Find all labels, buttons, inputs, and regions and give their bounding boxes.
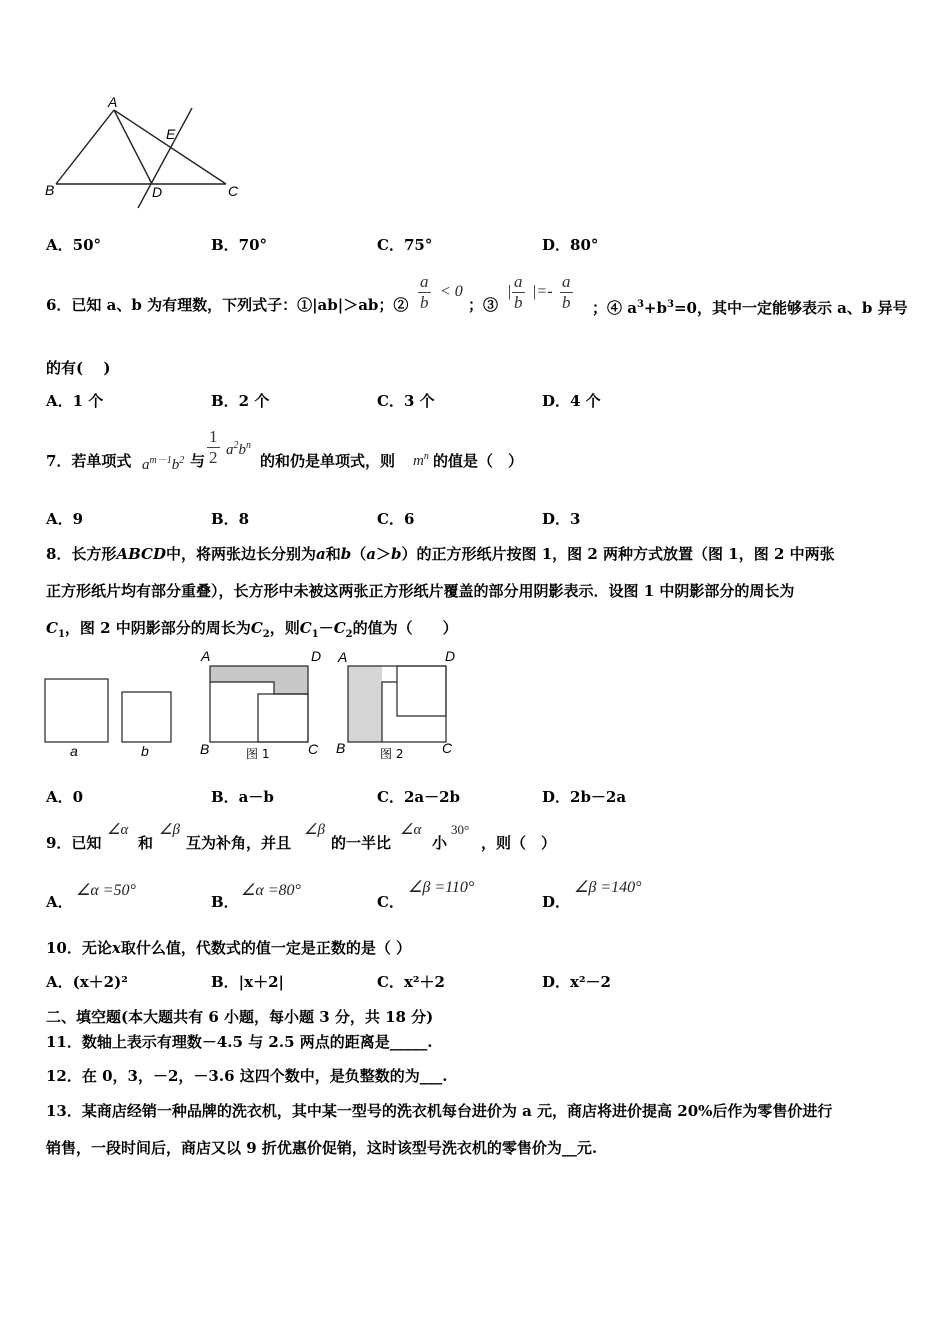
q8-c2b: C	[333, 619, 346, 637]
q7-frac-half	[207, 427, 220, 468]
q8-cond: （	[351, 545, 367, 563]
q12: 12．在 0，3，－2，－3.6 这四个数中，是负整数的为___.	[46, 1067, 448, 1085]
q8-line3-suffix: 的值为（ ）	[352, 619, 458, 637]
q6-frac-ab-2	[512, 272, 525, 313]
q7-m1-bexp: 2	[179, 455, 185, 466]
label-a: A	[108, 94, 118, 110]
q8-line3	[46, 618, 458, 645]
q11: 11．数轴上表示有理数－4.5 与 2.5 两点的距离是_____.	[46, 1033, 433, 1051]
label-square-b: b	[141, 743, 149, 759]
label-d: D	[152, 184, 163, 200]
q13-line1: 13．某商店经销一种品牌的洗衣机，其中某一型号的洗衣机每台进价为 a 元，商店将进价提高 20%后作为零售价进行	[46, 1102, 833, 1120]
q7-m1-exp: m－1	[149, 455, 172, 466]
q7-mn-base: m	[413, 453, 424, 469]
q9-option-d-math[interactable]: ∠β =140°	[574, 879, 642, 896]
q9-option-label: D．	[542, 893, 571, 911]
q9-option-a[interactable]	[46, 892, 73, 912]
q10-suffix: 取什么值，代数式的值一定是正数的是（ ）	[120, 939, 412, 957]
q8-c2-sub: 2	[262, 629, 270, 640]
fig1-clear	[210, 682, 274, 694]
q8-c1b: C	[299, 619, 312, 637]
q8-line3-then: ，则	[269, 619, 300, 637]
q7-m2-bexp: n	[246, 440, 251, 451]
q7-option-d[interactable]: D．3	[542, 510, 581, 528]
q6-lt-zero: < 0	[440, 283, 463, 300]
q8-line3-mid: ，图 2 中阴影部分的周长为	[64, 619, 251, 637]
q8-figures	[40, 646, 460, 764]
q7-option-c[interactable]: C．6	[377, 510, 415, 528]
q7-option-b[interactable]: B．8	[211, 510, 250, 528]
q10-option-a[interactable]: A．(x＋2)²	[46, 973, 128, 991]
q6-option-d[interactable]: D．4 个	[542, 392, 601, 410]
q7-m2-aexp: 2	[233, 440, 239, 451]
fig2-square-edge	[382, 682, 397, 742]
q7-mn-exp: n	[423, 451, 429, 462]
segment-ac	[114, 110, 226, 184]
fig1-small-square	[258, 694, 308, 742]
q8-c1-sub: 1	[57, 629, 65, 640]
label-b: B	[45, 182, 55, 198]
fig1-label-b: B	[200, 741, 210, 757]
fig1-label-c: C	[308, 741, 319, 757]
q7-monomial-2	[226, 440, 251, 459]
q7-suffix: 的值是（ ）	[433, 452, 524, 470]
fig1-caption: 图 1	[246, 747, 270, 761]
q9-option-c[interactable]	[377, 892, 404, 912]
line-de	[138, 108, 192, 208]
fig2-label-d: D	[445, 648, 456, 664]
q9-deg30: 30°	[451, 822, 470, 837]
q8-gt: ＞	[376, 545, 392, 563]
q8-option-a[interactable]: A．0	[46, 788, 84, 806]
q9-angle-beta: ∠β	[159, 822, 180, 838]
frac-numerator: a	[514, 272, 523, 291]
q6-plus-b: +b	[643, 299, 667, 317]
q7-m1-base: a	[142, 457, 150, 473]
q10-option-d[interactable]: D．x²－2	[542, 973, 611, 991]
q9-option-label: A．	[46, 893, 73, 911]
q7-option-a[interactable]: A．9	[46, 510, 84, 528]
q6-tail	[592, 295, 908, 318]
label-square-a: a	[70, 743, 78, 759]
label-e: E	[166, 126, 176, 142]
q8-c1b-sub: 1	[311, 629, 319, 640]
q7-m2-b: b	[238, 442, 246, 458]
q7-with: 与	[190, 452, 206, 470]
fig2-label-a: A	[338, 649, 348, 665]
q5-option-d[interactable]: D．80°	[542, 236, 599, 254]
q6-line2: 的有( )	[46, 359, 111, 377]
q6-frac-ab	[418, 272, 431, 313]
q5-option-c[interactable]: C．75°	[377, 236, 433, 254]
square-b	[122, 692, 171, 742]
q9-angle-alpha: ∠α	[107, 822, 129, 838]
segment-ab	[56, 110, 114, 184]
q8-cond-a: a	[366, 545, 376, 563]
q8-option-b[interactable]: B．a－b	[211, 788, 274, 806]
q7-m1-b: b	[171, 457, 180, 473]
q8-abcd: ABCD	[116, 545, 166, 563]
q10-prefix: 10．无论	[46, 939, 112, 957]
segment-ad	[114, 110, 152, 184]
q6-suffix: =0，其中一定能够表示 a、b 异号	[673, 299, 908, 317]
q6-option-a[interactable]: A．1 个	[46, 392, 104, 410]
fig1-label-d: D	[311, 648, 322, 664]
q9-option-label: C．	[377, 893, 404, 911]
q6-stem	[46, 295, 408, 315]
q9-prefix: 9．已知	[46, 834, 102, 852]
q7-prefix: 7．若单项式	[46, 452, 132, 470]
q8-line1	[46, 544, 835, 564]
frac-denominator: b	[420, 293, 429, 312]
q10-option-c[interactable]: C．x²＋2	[377, 973, 445, 991]
q6-abs-close: |=-	[532, 283, 553, 300]
q9-option-label: B．	[211, 893, 239, 911]
fig2-label-c: C	[442, 740, 453, 756]
frac-numerator: a	[562, 272, 571, 291]
frac-numerator: a	[420, 272, 429, 291]
q8-cond-b: b	[391, 545, 402, 563]
q10-stem	[46, 938, 411, 958]
q8-c2b-sub: 2	[345, 629, 353, 640]
q7-mn	[413, 451, 429, 470]
q5-option-a[interactable]: A．50°	[46, 236, 102, 254]
frac-denominator: 2	[209, 448, 218, 467]
q8-c2: C	[250, 619, 263, 637]
q9-option-d[interactable]	[542, 892, 570, 912]
q7-mid: 的和仍是单项式，则	[260, 452, 396, 470]
fig2-small-square	[397, 666, 446, 716]
q6-sup: 3	[666, 299, 674, 310]
fig2-shade	[348, 666, 382, 742]
q6-option-b[interactable]: B．2 个	[211, 392, 270, 410]
q6-frac-ab-3	[560, 272, 573, 313]
q8-minus: －	[318, 619, 334, 637]
q8-c1: C	[46, 619, 58, 637]
q6-sup: 3	[636, 299, 644, 310]
section-heading: 二、填空题(本大题共有 6 小题，每小题 3 分，共 18 分)	[46, 1008, 434, 1026]
q6-circ4: ；④ a	[592, 299, 637, 317]
q8-var-b: b	[340, 545, 352, 563]
q9-angle-alpha-2: ∠α	[400, 822, 422, 838]
q7-monomial-1	[142, 451, 184, 474]
fig1-label-a: A	[201, 648, 211, 664]
q9-option-a-math[interactable]: ∠α =50°	[76, 882, 136, 899]
q9-mid1: 互为补角，并且	[186, 834, 292, 852]
q9-option-b[interactable]	[211, 892, 239, 912]
q9-less: 小	[432, 834, 448, 852]
q9-option-c-math[interactable]: ∠β =110°	[408, 879, 475, 896]
q8-line2: 正方形纸片均有部分重叠），长方形中未被这两张正方形纸片覆盖的部分用阴影表示．设图 1 中阴影部分的周长为	[46, 582, 795, 600]
q9-suffix: ，则（ ）	[481, 834, 557, 852]
q8-mid1: 中，将两张边长分别为	[165, 545, 316, 563]
q9-mid2: 的一半比	[331, 834, 392, 852]
frac-denominator: b	[514, 293, 523, 312]
q10-x: x	[111, 939, 121, 957]
q8-var-a: a	[316, 545, 326, 563]
q9-angle-beta-2: ∠β	[304, 822, 325, 838]
q5-triangle-figure	[40, 94, 250, 210]
q6-mid: ；③	[468, 296, 499, 314]
q10-option-b[interactable]: B．|x＋2|	[211, 973, 284, 991]
q8-option-c[interactable]: C．2a－2b	[377, 788, 461, 806]
q6-prefix: 6．已知 a、b 为有理数，下列式子：①|ab|＞ab；②	[46, 296, 409, 314]
q5-option-b[interactable]: B．70°	[211, 236, 268, 254]
q8-option-d[interactable]: D．2b－2a	[542, 788, 627, 806]
q7-m2-a: a	[226, 442, 234, 458]
q9-and: 和	[138, 834, 154, 852]
label-c: C	[228, 183, 239, 199]
fig2-label-b: B	[336, 740, 346, 756]
q8-and: 和	[325, 545, 341, 563]
q8-line1-suffix: ）的正方形纸片按图 1，图 2 两种方式放置（图 1，图 2 中两张	[401, 545, 835, 563]
q6-option-c[interactable]: C．3 个	[377, 392, 435, 410]
q6-abs-open: |	[507, 283, 512, 300]
q9-option-b-math[interactable]: ∠α =80°	[241, 882, 301, 899]
fig2-caption: 图 2	[380, 747, 404, 761]
frac-denominator: b	[562, 293, 571, 312]
q8-prefix: 8．长方形	[46, 545, 117, 563]
frac-numerator: 1	[209, 427, 218, 446]
q13-line2: 销售，一段时间后，商店又以 9 折优惠价促销，这时该型号洗衣机的零售价为__元.	[46, 1139, 598, 1157]
square-a	[45, 679, 108, 742]
